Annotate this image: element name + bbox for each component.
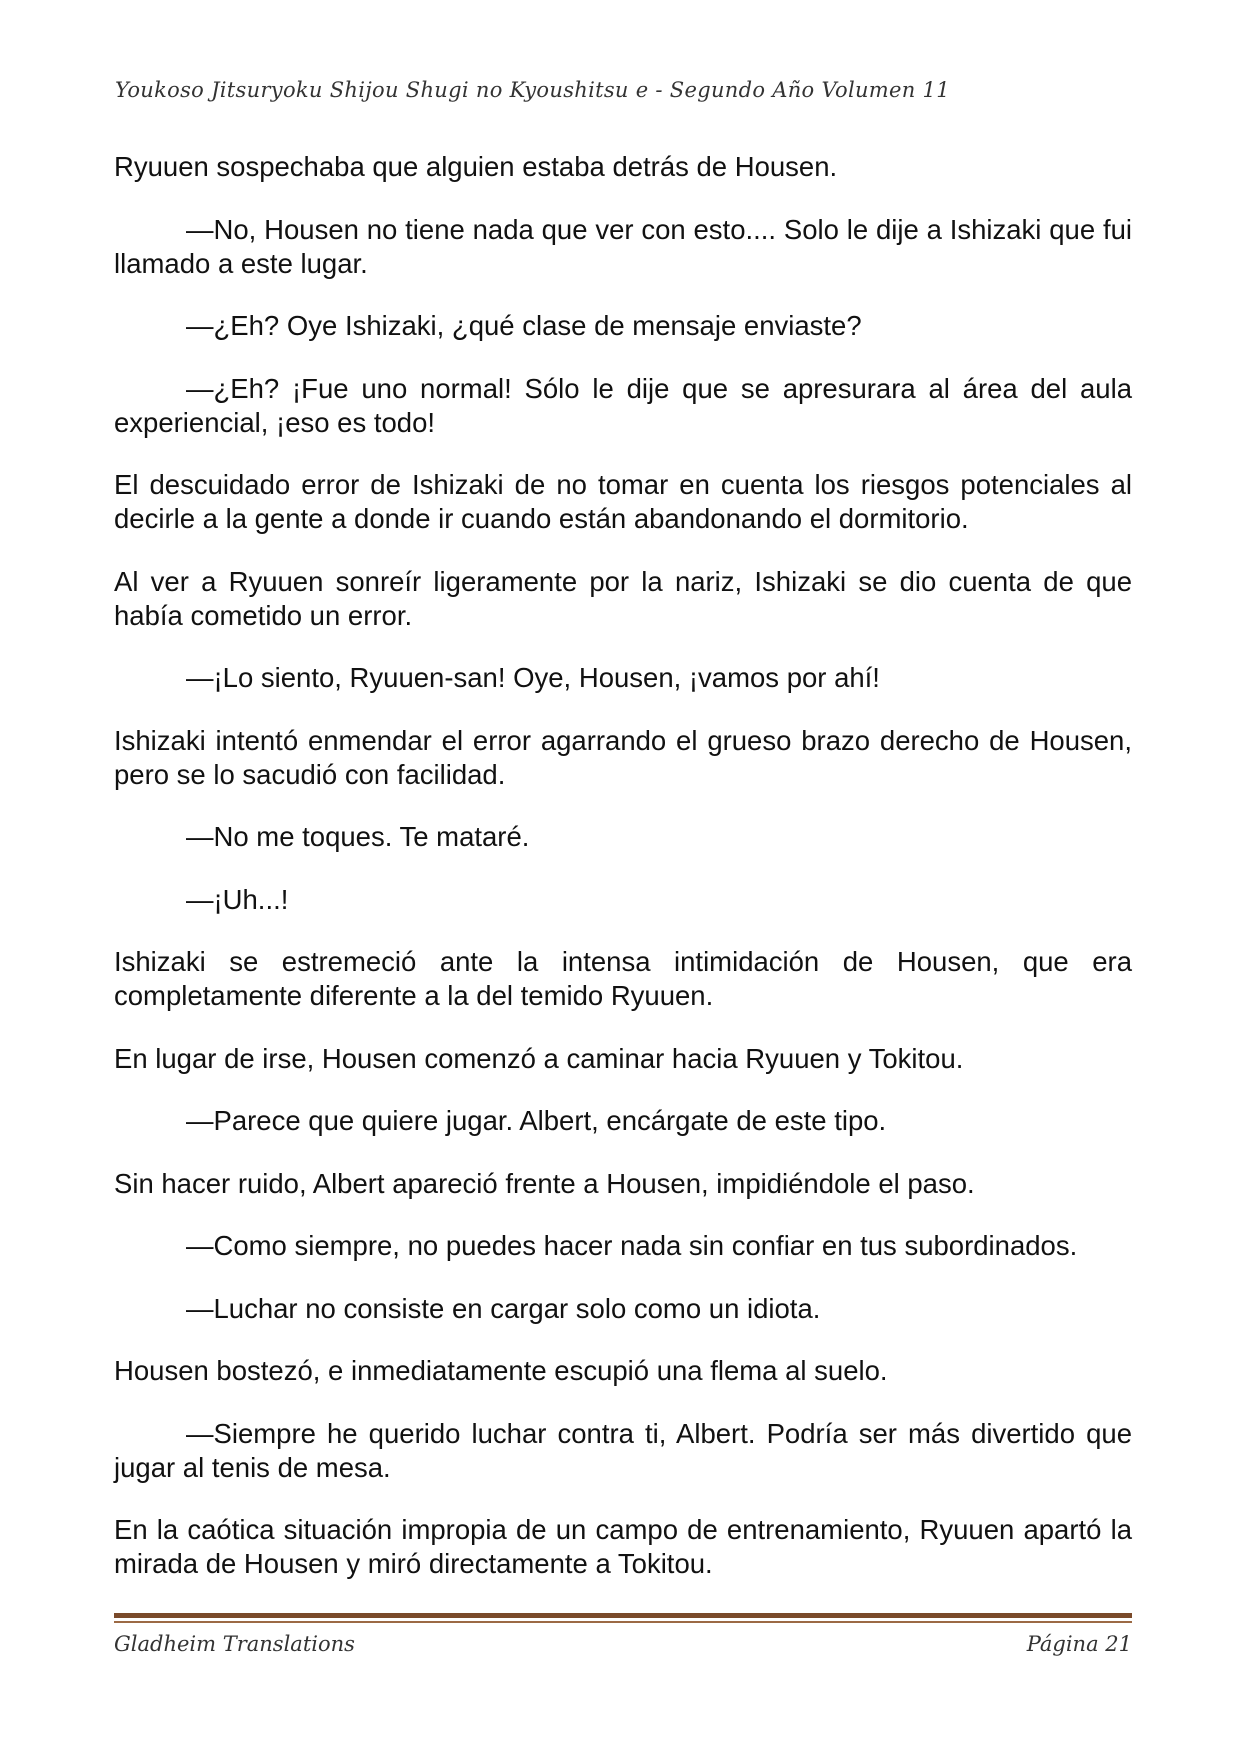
paragraph: En la caótica situación impropia de un campo de entrenamiento, Ryuuen apartó la mirada de Housen y miró directamente a Tokitou.	[114, 1514, 1132, 1579]
paragraph: Ryuuen sospechaba que alguien estaba detrás de Housen.	[114, 151, 838, 182]
dialogue-line: —Siempre he querido luchar contra ti, Albert. Podría ser más divertido que jugar al tenis de mesa.	[114, 1417, 1132, 1483]
footer-rule	[114, 1613, 1132, 1618]
dialogue-line: —No, Housen no tiene nada que ver con esto.... Solo le dije a Ishizaki que fui llamado a este lugar.	[114, 213, 1132, 279]
paragraph: Al ver a Ryuuen sonreír ligeramente por la nariz, Ishizaki se dio cuenta de que había cometido un error.	[114, 565, 1132, 631]
paragraph: El descuidado error de Ishizaki de no tomar en cuenta los riesgos potenciales al decirle a la gente a donde ir cuando están abandonando el dormitorio.	[114, 469, 1132, 534]
paragraph: Ishizaki intentó enmendar el error agarrando el grueso brazo derecho de Housen, pero se lo sacudió con facilidad.	[114, 724, 1132, 790]
dialogue-line: —Luchar no consiste en cargar solo como un idiota.	[186, 1292, 821, 1324]
dialogue-line: —Como siempre, no puedes hacer nada sin confiar en tus subordinados.	[186, 1230, 1078, 1261]
page-number: Página 21	[1026, 1632, 1132, 1656]
running-header: Youkoso Jitsuryoku Shijou Shugi no Kyoushitsu e - Segundo Año Volumen 11	[115, 78, 950, 102]
dialogue-line: —¿Eh? ¡Fue uno normal! Sólo le dije que se apresurara al área del aula experiencial, ¡eso es todo!	[114, 372, 1132, 438]
paragraph: En lugar de irse, Housen comenzó a caminar hacia Ryuuen y Tokitou.	[114, 1042, 964, 1074]
dialogue-line: —¿Eh? Oye Ishizaki, ¿qué clase de mensaje enviaste?	[186, 310, 862, 341]
dialogue-line: —¡Lo siento, Ryuuen-san! Oye, Housen, ¡vamos por ahí!	[186, 662, 880, 693]
paragraph: Housen bostezó, e inmediatamente escupió una flema al suelo.	[114, 1355, 888, 1386]
footer-credit: Gladheim Translations	[114, 1632, 355, 1656]
page-body	[114, 150, 1132, 1610]
paragraph: Sin hacer ruido, Albert apareció frente a Housen, impidiéndole el paso.	[114, 1167, 975, 1199]
dialogue-line: —No me toques. Te mataré.	[186, 821, 530, 852]
footer-rule-secondary	[114, 1621, 1132, 1623]
paragraph: Ishizaki se estremeció ante la intensa intimidación de Housen, que era completamente diferente a la del temido Ryuuen.	[114, 946, 1132, 1011]
dialogue-line: —¡Uh...!	[186, 883, 289, 915]
dialogue-line: —Parece que quiere jugar. Albert, encárgate de este tipo.	[186, 1105, 887, 1136]
